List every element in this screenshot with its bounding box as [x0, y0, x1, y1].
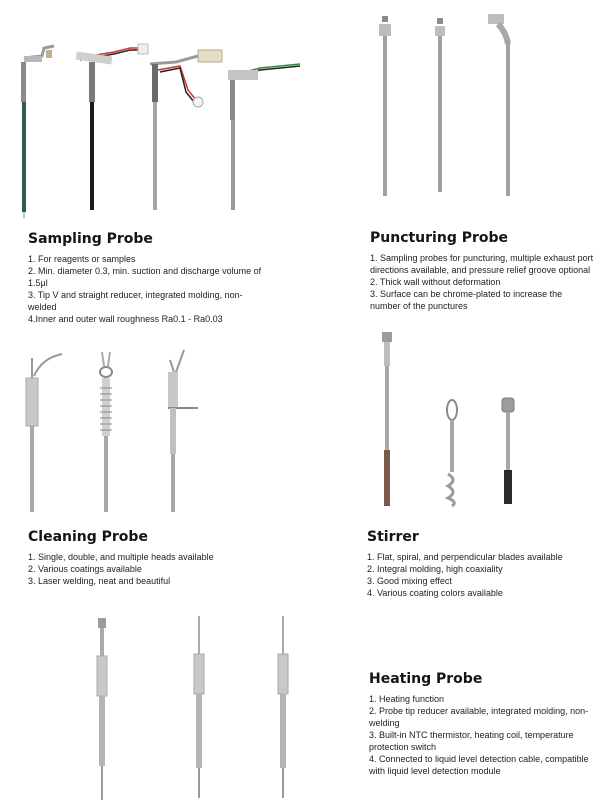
puncturing-probe-section	[370, 230, 594, 312]
sampling-probe-photo	[10, 28, 330, 218]
stirrer-photo	[376, 330, 536, 510]
feature-item: 2. Thick wall without deformation	[370, 277, 501, 287]
feature-item: 4. Various coating colors available	[367, 588, 503, 598]
feature-item: 1. Single, double, and multiple heads available	[28, 552, 214, 562]
feature-item: 3. Tip V and straight reducer, integrated molding, non-welded	[28, 290, 243, 312]
heating-probe-title: Heating Probe	[369, 671, 483, 687]
feature-item: 1. Sampling probes for puncturing, multiple exhaust port directions available, and pressure relief groove optional	[370, 253, 594, 275]
feature-item: 2. Integral molding, high coaxiality	[367, 564, 503, 574]
sampling-probe-features	[28, 253, 264, 325]
feature-item: 3. Surface can be chrome-plated to increase the number of the punctures	[370, 289, 563, 311]
feature-item: 2. Min. diameter 0.3, min. suction and discharge volume of 1.5μl	[28, 266, 262, 288]
feature-item: 2. Probe tip reducer available, integrated molding, non-welding	[369, 706, 589, 728]
sampling-probe-section	[28, 231, 264, 325]
heating-probe-features	[369, 693, 597, 777]
cleaning-probe-section	[28, 529, 264, 587]
cleaning-probe-photo	[18, 348, 218, 518]
feature-item: 3. Built-in NTC thermistor, heating coil, temperature protection switch	[369, 730, 574, 752]
stirrer-features	[367, 551, 597, 599]
cleaning-probe-features	[28, 551, 264, 587]
stirrer-section	[367, 529, 597, 599]
feature-item: 1. Flat, spiral, and perpendicular blades available	[367, 552, 563, 562]
puncturing-probe-photo	[370, 10, 530, 200]
feature-item: 3. Laser welding, neat and beautiful	[28, 576, 171, 586]
heating-probe-section	[369, 671, 597, 777]
stirrer-title: Stirrer	[367, 529, 419, 545]
puncturing-probe-features	[370, 252, 594, 312]
heating-probe-photo	[94, 612, 304, 802]
cleaning-probe-title: Cleaning Probe	[28, 529, 148, 545]
feature-item: 2. Various coatings available	[28, 564, 142, 574]
feature-item: 1. Heating function	[369, 694, 445, 704]
sampling-probe-title: Sampling Probe	[28, 231, 153, 247]
feature-item: 1. For reagents or samples	[28, 254, 136, 264]
feature-item: 3. Good mixing effect	[367, 576, 452, 586]
puncturing-probe-title: Puncturing Probe	[370, 230, 509, 246]
feature-item: 4.Inner and outer wall roughness Ra0.1 - Ra0.03	[28, 314, 223, 324]
feature-item: 4. Connected to liquid level detection cable, compatible with liquid level detection module	[369, 754, 589, 776]
